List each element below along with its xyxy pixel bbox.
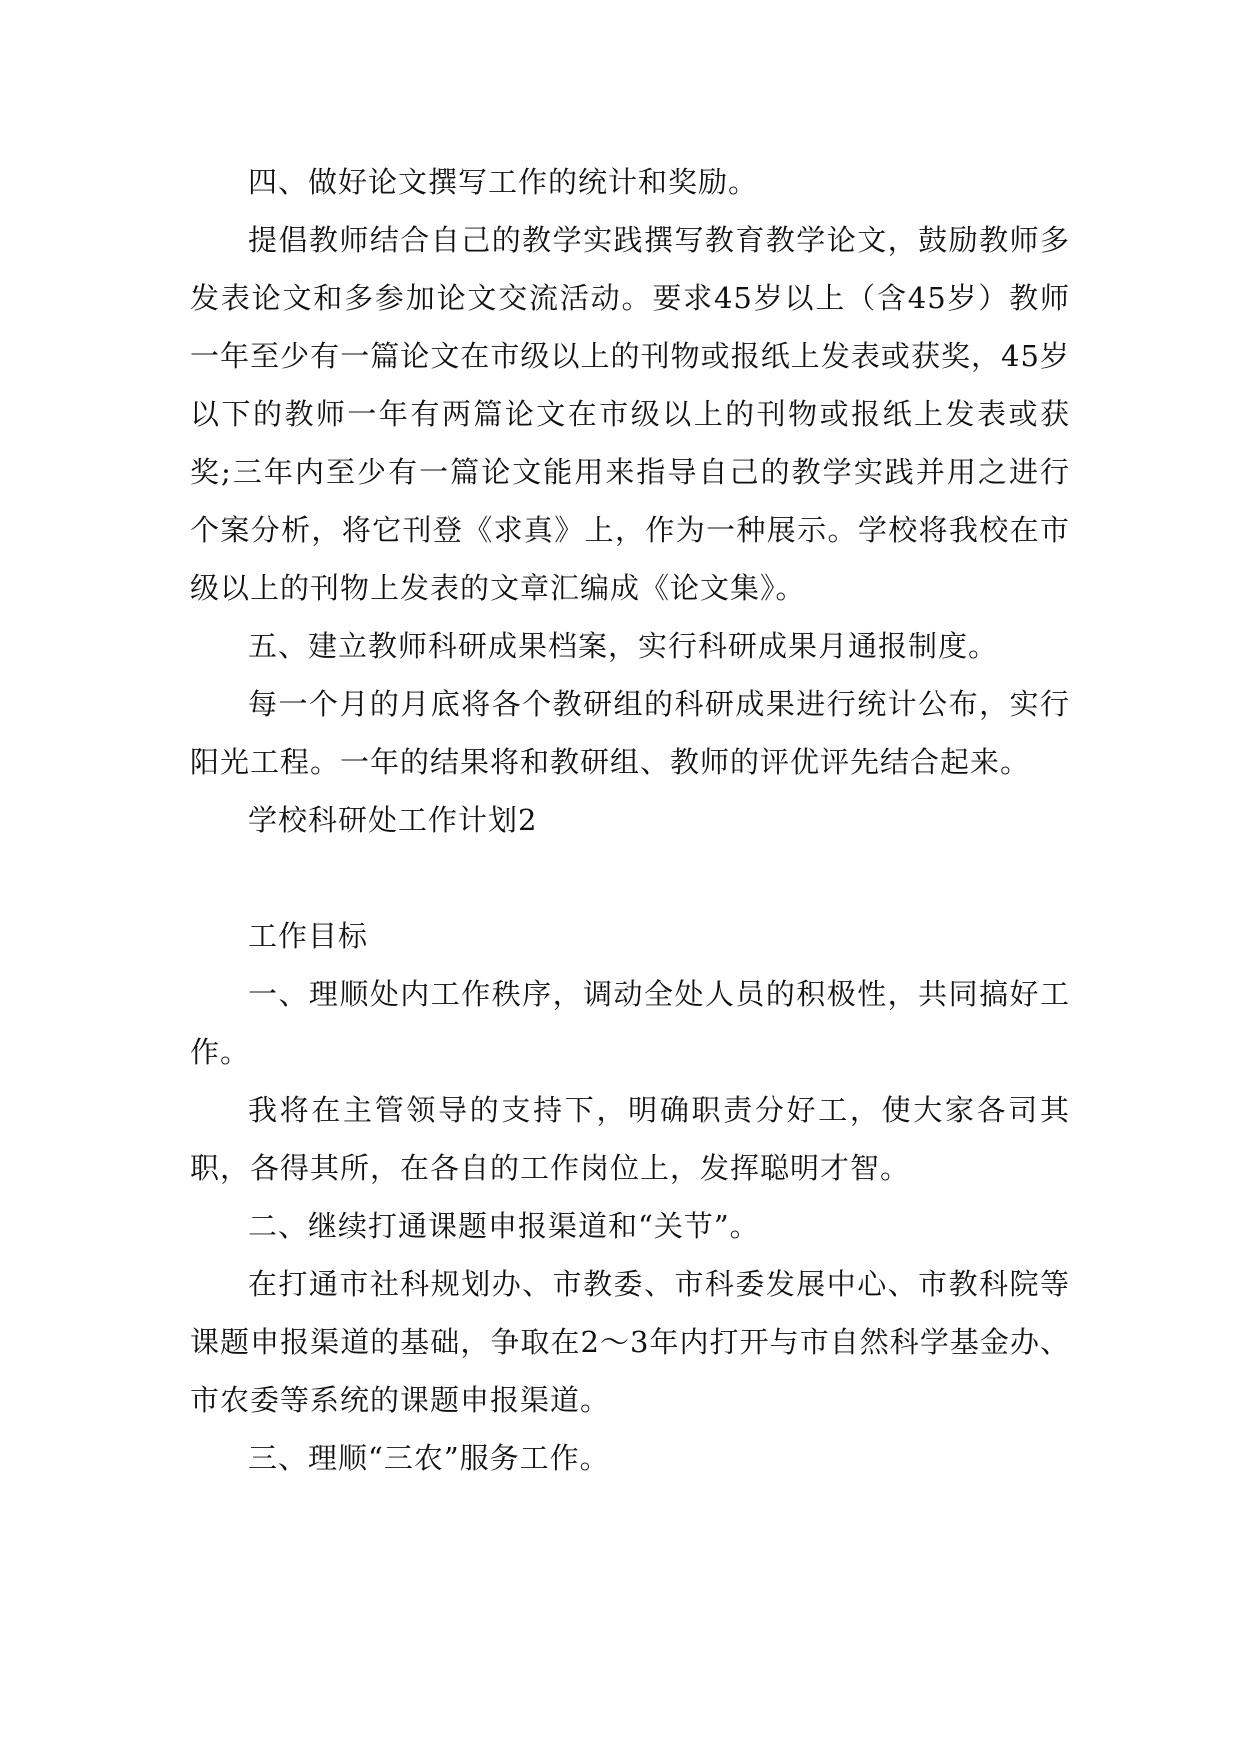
body-paragraph-duties: 我将在主管领导的支持下，明确职责分好工，使大家各司其职，各得其所，在各自的工作岗位上，发挥聪明才智。 bbox=[190, 1093, 1070, 1185]
blank-line bbox=[190, 849, 1070, 907]
body-paragraph-papers: 提倡教师结合自己的教学实践撰写教育教学论文，鼓励教师多发表论文和多参加论文交流活动。要求45岁以上（含45岁）教师一年至少有一篇论文在市级以上的刊物或报纸上发表或获奖，45岁以下的教师一年有两篇论文在市级以上的刊物或报纸上发表或获奖;三年内至少有一篇论文能用来指导自己的教学实践并用之进行个案分析，将它刊登《求真》上，作为一种展示。学校将我校在市级以上的刊物上发表的文章汇编成《论文集》。 bbox=[190, 223, 1070, 605]
section-heading-2: 二、继续打通课题申报渠道和“关节”。 bbox=[248, 1209, 760, 1243]
section-heading-5: 五、建立教师科研成果档案，实行科研成果月通报制度。 bbox=[248, 629, 999, 663]
section-heading-4: 四、做好论文撰写工作的统计和奖励。 bbox=[248, 165, 759, 199]
document-body bbox=[190, 153, 1070, 1487]
plan-title: 学校科研处工作计划2 bbox=[248, 803, 538, 837]
section-heading-3: 三、理顺“三农”服务工作。 bbox=[248, 1441, 610, 1475]
body-paragraph-channels: 在打通市社科规划办、市教委、市科委发展中心、市教科院等课题申报渠道的基础，争取在2～3年内打开与市自然科学基金办、市农委等系统的课题申报渠道。 bbox=[190, 1267, 1070, 1417]
section-heading-1: 一、理顺处内工作秩序，调动全处人员的积极性，共同搞好工作。 bbox=[190, 977, 1070, 1069]
body-paragraph-monthly-report: 每一个月的月底将各个教研组的科研成果进行统计公布，实行阳光工程。一年的结果将和教研组、教师的评优评先结合起来。 bbox=[190, 687, 1070, 779]
goals-heading: 工作目标 bbox=[248, 919, 369, 953]
